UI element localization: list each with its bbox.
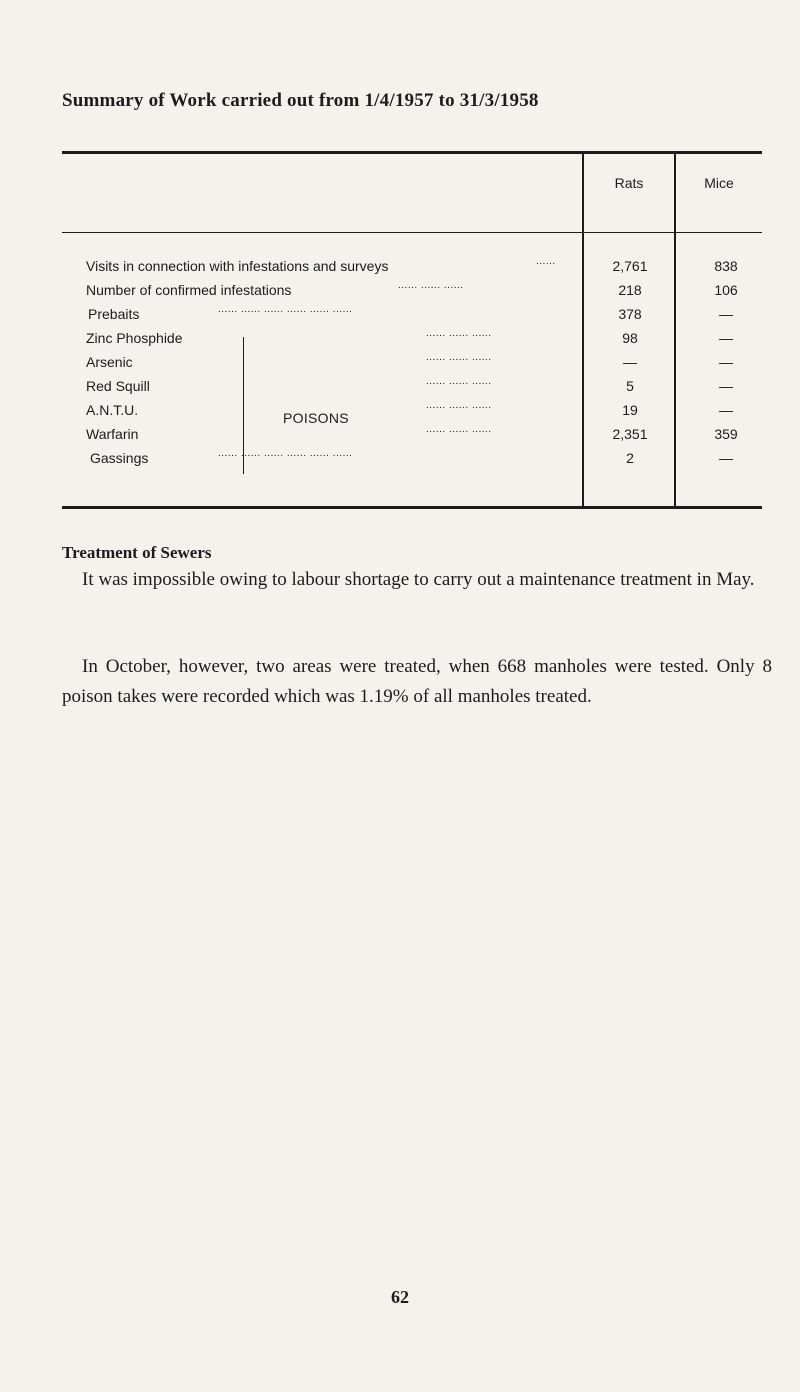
leader-dots: ...... ...... ...... — [426, 328, 492, 339]
row-label: Number of confirmed infestations — [86, 282, 292, 298]
rats-value: 5 — [626, 378, 634, 394]
paragraph: In October, however, two areas were treated, when 668 manholes were tested. Only 8 poison takes were recorded which was 1.19% of all manholes treated. — [62, 656, 772, 707]
mice-value: 838 — [714, 258, 738, 274]
row-label: Red Squill — [86, 378, 150, 394]
mice-value: — — [719, 378, 733, 394]
table-row — [0, 282, 800, 304]
rats-value: 2,761 — [612, 258, 648, 274]
table-row — [0, 330, 800, 352]
page-number: 62 — [391, 1287, 409, 1307]
row-label: Visits in connection with infestations and surveys — [86, 258, 389, 274]
table-row — [0, 402, 800, 424]
paragraph: It was impossible owing to labour shortage to carry out a maintenance treatment in May. — [82, 569, 755, 590]
rats-value: 98 — [622, 330, 638, 346]
table-bottom-rule — [62, 506, 762, 509]
table-top-rule — [62, 151, 762, 154]
rats-value: — — [623, 354, 637, 370]
table-row — [0, 354, 800, 376]
rats-value: 19 — [622, 402, 638, 418]
rats-value: 218 — [618, 282, 642, 298]
table-row — [0, 426, 800, 448]
table-row — [0, 258, 800, 280]
leader-dots: ...... ...... ...... — [426, 376, 492, 387]
leader-dots: ...... ...... ...... — [426, 424, 492, 435]
rats-value: 378 — [618, 306, 642, 322]
mice-value: 106 — [714, 282, 738, 298]
table-row — [0, 378, 800, 400]
mice-value: — — [719, 450, 733, 466]
column-header-rats: Rats — [614, 175, 644, 191]
leader-dots: ...... ...... ...... ...... ...... ...... — [218, 448, 353, 459]
table-row — [0, 306, 800, 328]
row-label: A.N.T.U. — [86, 402, 139, 418]
leader-dots: ...... ...... ...... — [426, 352, 492, 363]
table-row — [0, 450, 800, 472]
leader-dots: ...... ...... ...... ...... ...... ...... — [218, 304, 353, 315]
row-label: Zinc Phosphide — [86, 330, 183, 346]
mice-value: 359 — [714, 426, 738, 442]
poisons-label: POISONS — [283, 410, 349, 426]
poisons-brace — [243, 337, 248, 474]
leader-dots: ...... ...... ...... — [398, 280, 464, 291]
row-label: Prebaits — [88, 306, 140, 322]
mice-value: — — [719, 402, 733, 418]
rats-value: 2 — [626, 450, 634, 466]
row-label: Gassings — [90, 450, 149, 466]
mice-value: — — [719, 306, 733, 322]
page-title: Summary of Work carried out from 1/4/1957 to 31/3/1958 — [62, 90, 539, 111]
table-header-rule — [62, 232, 762, 233]
mice-value: — — [719, 354, 733, 370]
leader-dots: ...... ...... ...... — [426, 400, 492, 411]
section-heading: Treatment of Sewers — [62, 543, 212, 562]
column-header-mice: Mice — [704, 175, 734, 191]
row-label: Arsenic — [86, 354, 133, 370]
leader-dots: ...... — [536, 256, 556, 267]
rats-value: 2,351 — [612, 426, 648, 442]
mice-value: — — [719, 330, 733, 346]
row-label: Warfarin — [86, 426, 139, 442]
